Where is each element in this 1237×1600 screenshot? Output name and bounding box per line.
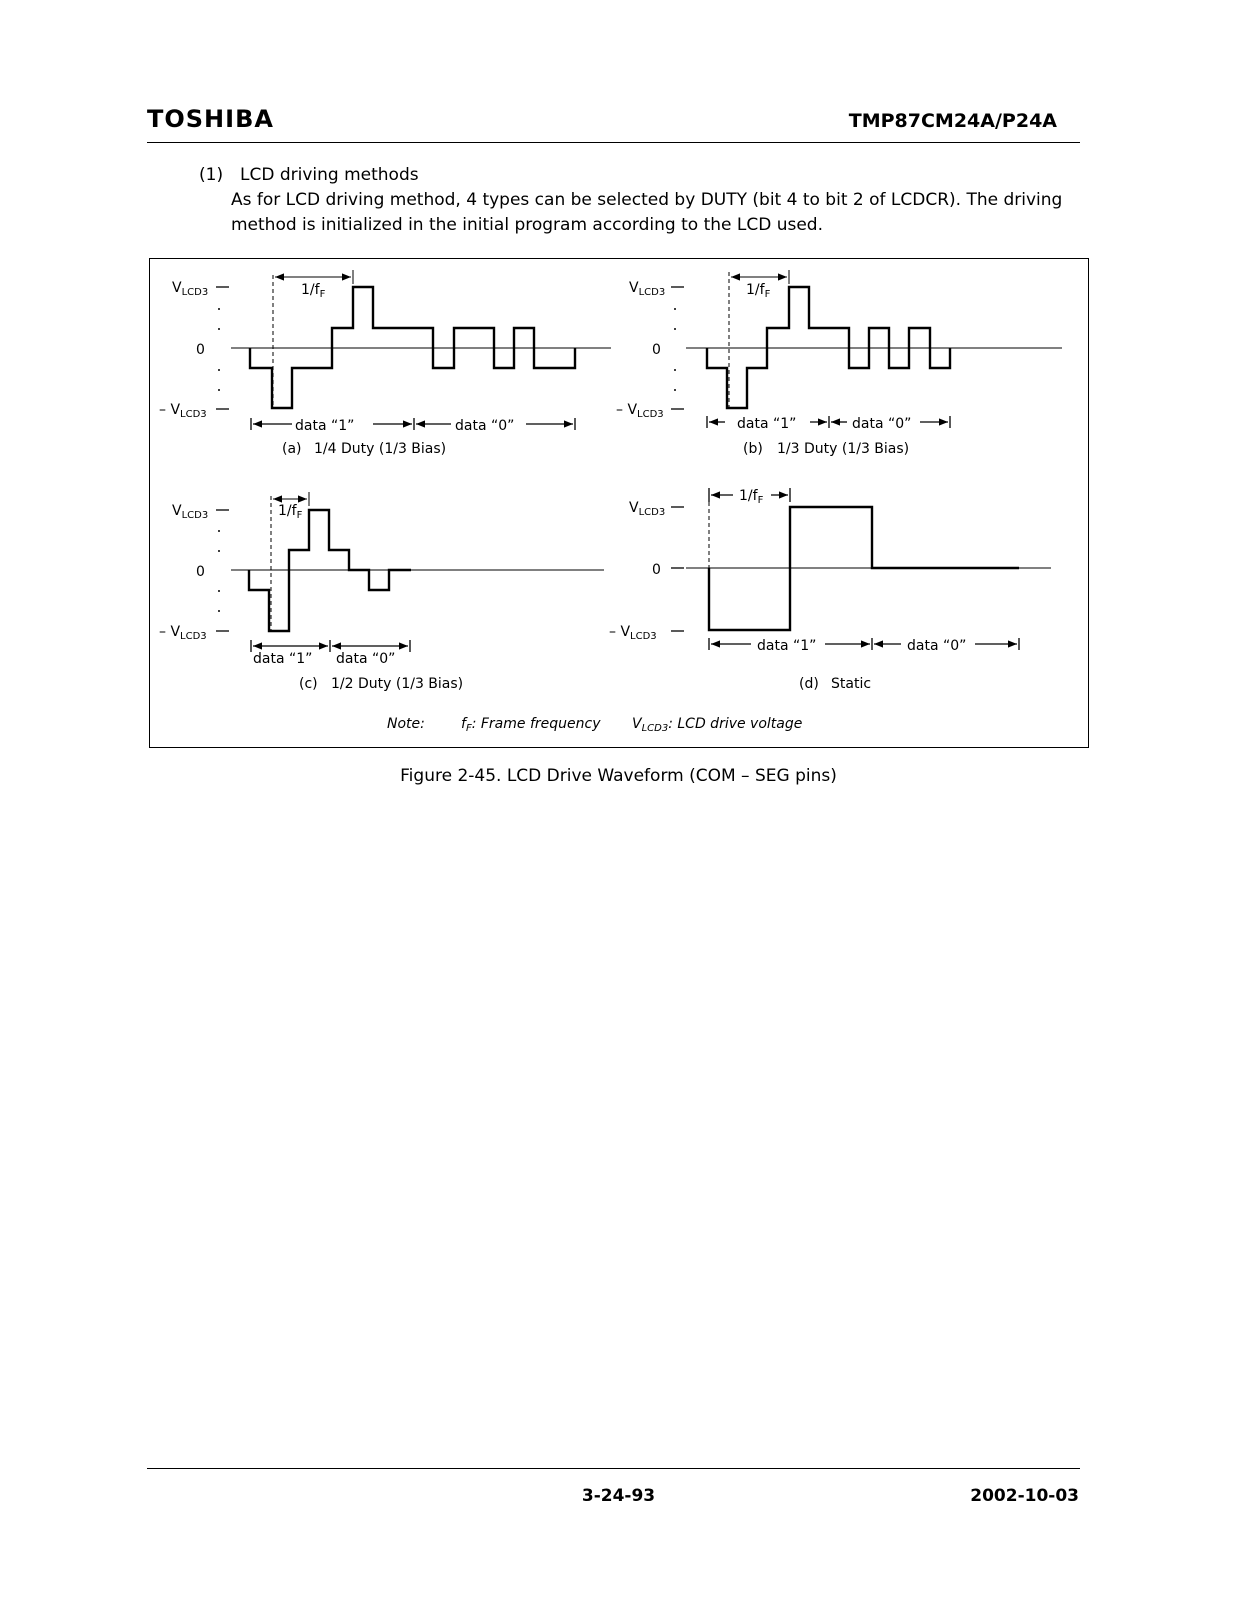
period-label: $1/f_F$	[301, 282, 326, 300]
axis-zero-label: 0	[652, 342, 661, 358]
panel-caption: 1/3 Duty (1/3 Bias)	[777, 441, 910, 457]
note-frame-frequency: $f_F$: Frame frequency	[461, 716, 601, 734]
section-title: LCD driving methods	[240, 165, 419, 185]
panel-d	[609, 488, 1051, 692]
panel-caption-letter: (b)	[743, 441, 763, 457]
page-number: 3-24-93	[581, 1486, 656, 1506]
axis-zero-label: 0	[196, 342, 205, 358]
data1-label: data “1”	[757, 638, 817, 654]
data1-label: data “1”	[253, 651, 313, 667]
footer-date: 2002-10-03	[970, 1486, 1079, 1506]
panel-a	[159, 270, 611, 457]
axis-top-label: $V_{LCD3}$	[172, 280, 209, 298]
axis-bottom-label: – $V_{LCD3}$	[616, 402, 664, 420]
panel-caption-letter: (c)	[299, 676, 318, 692]
period-label: $1/f_F$	[746, 282, 771, 300]
footer-rule	[147, 1468, 1080, 1469]
document-id: TMP87CM24A/P24A	[848, 110, 1057, 132]
axis-top-label: $V_{LCD3}$	[172, 503, 209, 521]
data1-label: data “1”	[737, 416, 797, 432]
brand-logo: TOSHIBA	[147, 105, 274, 133]
header-rule	[147, 142, 1080, 143]
data1-label: data “1”	[295, 418, 355, 434]
axis-bottom-label: – $V_{LCD3}$	[159, 402, 207, 420]
data0-label: data “0”	[336, 651, 396, 667]
data0-label: data “0”	[455, 418, 515, 434]
panel-b	[616, 270, 1062, 457]
axis-top-label: $V_{LCD3}$	[629, 500, 666, 518]
figure-caption: Figure 2-45. LCD Drive Waveform (COM – SEG pins)	[400, 766, 837, 786]
panel-caption: Static	[831, 676, 872, 692]
section-number: (1)	[199, 165, 224, 185]
axis-zero-label: 0	[196, 564, 205, 580]
waveform-figure	[149, 258, 1089, 748]
panel-caption-letter: (a)	[282, 441, 302, 457]
figure-note	[387, 716, 802, 734]
axis-bottom-label: – $V_{LCD3}$	[609, 624, 657, 642]
axis-bottom-label: – $V_{LCD3}$	[159, 624, 207, 642]
panel-caption: 1/4 Duty (1/3 Bias)	[314, 441, 447, 457]
data0-label: data “0”	[907, 638, 967, 654]
panel-caption: 1/2 Duty (1/3 Bias)	[331, 676, 464, 692]
panel-c	[159, 492, 604, 692]
note-drive-voltage: $V_{LCD3}$: LCD drive voltage	[632, 716, 803, 734]
panel-caption-letter: (d)	[799, 676, 819, 692]
note-label: Note:	[387, 716, 425, 732]
period-label: $1/f_F$	[278, 503, 303, 521]
axis-zero-label: 0	[652, 562, 661, 578]
data0-label: data “0”	[852, 416, 912, 432]
axis-top-label: $V_{LCD3}$	[629, 280, 666, 298]
period-label: $1/f_F$	[739, 488, 764, 506]
section-body: As for LCD driving method, 4 types can be selected by DUTY (bit 4 to bit 2 of LCDCR). The driving method is initialized in the initial program according to the LCD used.	[231, 190, 1063, 235]
